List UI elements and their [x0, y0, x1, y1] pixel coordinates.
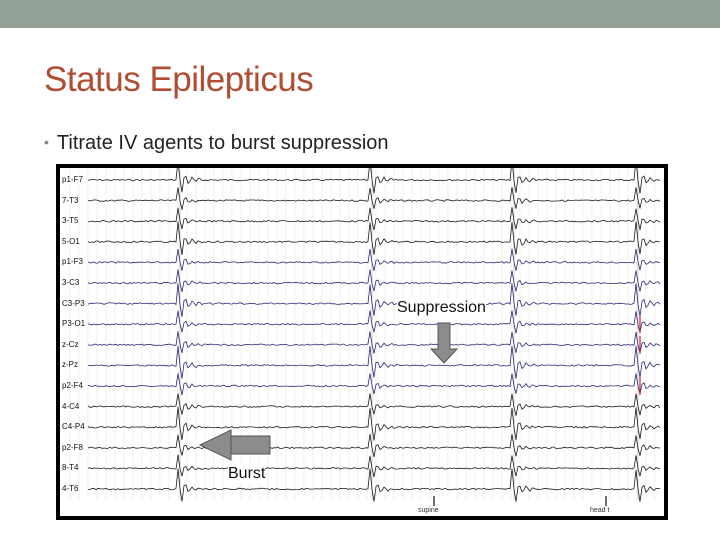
channel-label: 7-T3 — [62, 195, 79, 205]
channel-label: z-Pz — [62, 360, 78, 370]
eeg-recording — [60, 168, 664, 516]
channel-label: p1-F7 — [62, 175, 83, 184]
suppression-label: Suppression — [397, 299, 486, 316]
slide-title: Status Epilepticus — [44, 60, 314, 99]
eeg-traces — [60, 168, 664, 516]
channel-label: p2-F4 — [62, 381, 83, 390]
burst-label: Burst — [228, 465, 266, 482]
marker-head: head t — [590, 507, 610, 514]
bullet-dot-icon: • — [44, 134, 49, 150]
eeg-image-frame — [56, 164, 668, 520]
channel-label: z-Cz — [62, 339, 79, 349]
channel-label: C3-P3 — [62, 298, 85, 308]
channel-label: 4-C4 — [62, 401, 80, 411]
channel-label: 4-T6 — [62, 484, 79, 493]
channel-label: p1-F3 — [62, 257, 83, 267]
bullet-text: Titrate IV agents to burst suppression — [56, 132, 389, 154]
channel-label: 5-O1 — [62, 236, 80, 246]
channel-label: P3-O1 — [62, 319, 86, 329]
top-band — [0, 0, 720, 28]
channel-label: 8-T4 — [62, 463, 79, 473]
channel-label: 3-C3 — [62, 278, 80, 287]
channel-label: C4-P4 — [62, 422, 85, 432]
channel-label: p2-F8 — [62, 442, 83, 452]
channel-label: 3-T5 — [62, 216, 79, 226]
bullet-item — [44, 132, 389, 155]
marker-supine: supine — [418, 507, 439, 514]
